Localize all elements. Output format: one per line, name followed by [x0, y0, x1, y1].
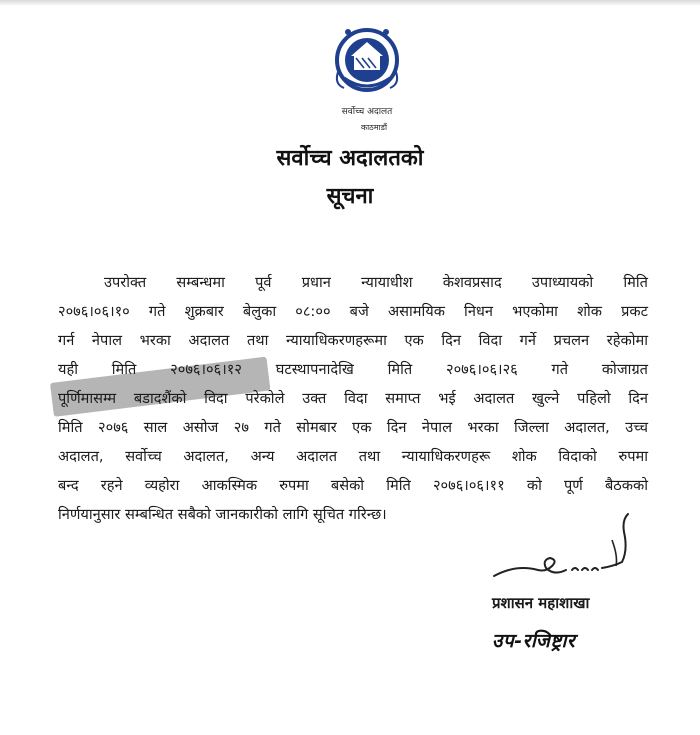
body-line: बन्द रहने व्यहोरा आकस्मिक रुपमा बसेको मिति २०७६।०६।११ को पूर्ण बैठकको — [58, 477, 648, 494]
handwritten-signature — [488, 510, 648, 590]
body-line: अदालत, सर्वोच्च अदालत, अन्य अदालत तथा न्यायाधिकरणहरू शोक विदाको रुपमा — [58, 448, 648, 465]
seal-text-bottom: काठमाडौं — [360, 123, 388, 132]
notice-subtitle: सूचना — [326, 184, 374, 209]
body-line: पूर्णिमासम्म बडादशैंको विदा परेकोले उक्त विदा समाप्त भई अदालत खुल्ने पहिलो दिन — [58, 390, 648, 407]
supreme-court-seal — [314, 18, 420, 138]
scan-edge-shadow — [0, 0, 700, 6]
body-line: उपरोक्त सम्बन्धमा पूर्व प्रधान न्यायाधीश केशवप्रसाद उपाध्यायको मिति — [104, 274, 648, 291]
body-line: निर्णयानुसार सम्बन्धित सबैको जानकारीको लागि सूचित गरिन्छ। — [58, 506, 387, 523]
notice-title: सर्वोच्च अदालतको — [276, 146, 424, 171]
body-line: यही मिति २०७६।०६।१२ घटस्थापनादेखि मिति २०७६।०६।२६ गते कोजाग्रत — [58, 361, 648, 378]
body-line: मिति २०७६ साल असोज २७ गते सोमबार एक दिन नेपाल भरका जिल्ला अदालत, उच्च — [58, 419, 648, 436]
seal-text-top: सर्वोच्च अदालत — [341, 107, 393, 117]
signatory-title: उप-रजिष्ट्रार — [492, 630, 576, 652]
seal-emblem-icon — [314, 18, 420, 138]
body-line: २०७६।०६।१० गते शुक्रबार बेलुका ०८:०० बजे असामयिक निधन भएकोमा शोक प्रकट — [58, 303, 648, 320]
notice-body — [58, 268, 648, 529]
department-name: प्रशासन महाशाखा — [492, 594, 590, 612]
body-line: गर्न नेपाल भरका अदालत तथा न्यायाधिकरणहरूमा एक दिन विदा गर्ने प्रचलन रहेकोमा — [58, 332, 648, 349]
